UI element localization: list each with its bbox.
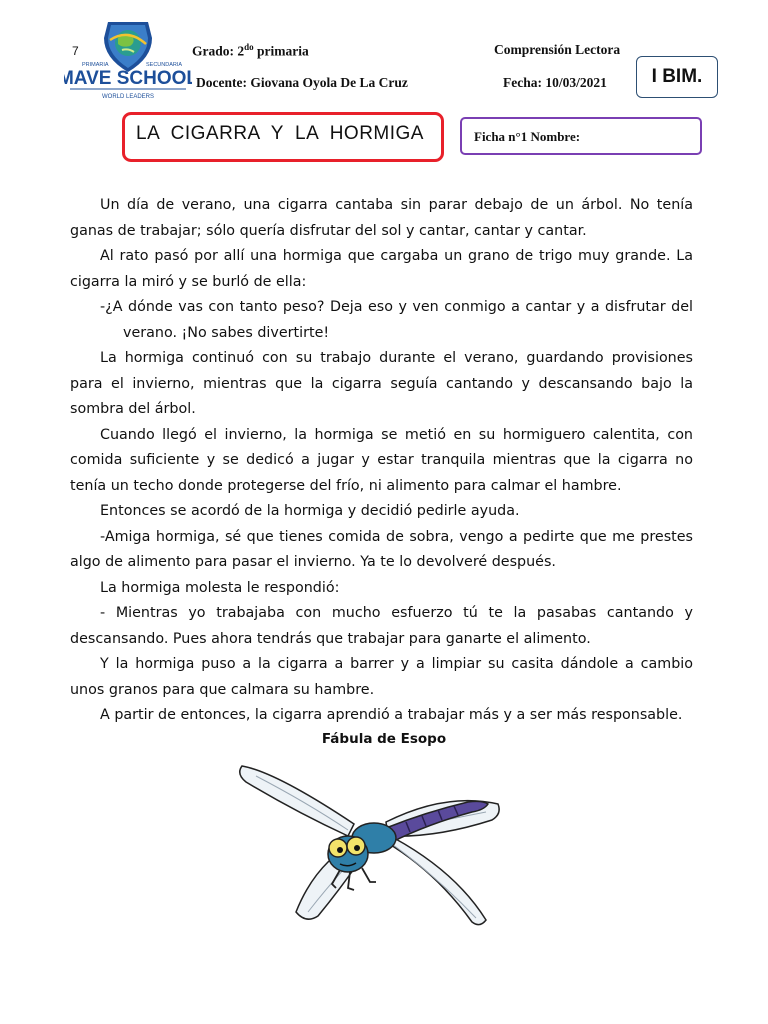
paragraph: Cuando llegó el invierno, la hormiga se metió en su hormiguero calentita, con comida suficiente y se dedicó a jugar y estar tranquila mientras que la cigarra no tenía un techo donde protegerse del frío, ni alimento para calmar el hambre. — [70, 426, 693, 494]
paragraph: Un día de verano, una cigarra cantaba sin parar debajo de un árbol. No tenía ganas de trabajar; sólo quería disfrutar del sol y cantar, cantar y cantar. — [70, 197, 693, 239]
name-field-label: Ficha n°1 Nombre: — [474, 129, 581, 144]
name-field-box[interactable] — [460, 117, 702, 155]
subject-label: Comprensión Lectora — [494, 42, 621, 57]
svg-text:WORLD LEADERS: WORLD LEADERS — [101, 94, 155, 100]
dragonfly-icon — [236, 752, 506, 932]
paragraph: Al rato pasó por allí una hormiga que cargaba un grano de trigo muy grande. La cigarra la miró y se burló de ella: — [70, 248, 693, 290]
page-number: 7 — [72, 44, 79, 58]
svg-text:SECUNDARIA: SECUNDARIA — [146, 62, 183, 68]
story-author: Fábula de Esopo — [321, 731, 447, 747]
paragraph: A partir de entonces, la cigarra aprendió a trabajar más y a ser más responsable. — [100, 707, 683, 723]
bimester-badge: I BIM. — [636, 56, 718, 98]
date-label: Fecha: 10/03/2021 — [503, 75, 607, 90]
grade-label: Grado: $2^{do}$ primaria — [192, 42, 309, 59]
paragraph: La hormiga continuó con su trabajo durante el verano, guardando provisiones para el invierno, mientras que la cigarra seguía cantando y descansando bajo la sombra del árbol. — [70, 350, 693, 417]
dialogue-paragraph: - Mientras yo trabajaba con mucho esfuerzo tú te la pasabas cantando y descansando. Pues ahora tendrás que trabajar para ganarte el alimento. — [70, 605, 693, 647]
paragraph: Entonces se acordó de la hormiga y decidió pedirle ayuda. — [100, 503, 520, 519]
story-title: LA CIGARRA Y LA HORMIGA — [136, 123, 424, 144]
paragraph: Y la hormiga puso a la cigarra a barrer y a limpiar su casita dándole a cambio unos granos para que calmara su hambre. — [70, 656, 693, 698]
svg-text:MAVE SCHOOL: MAVE SCHOOL — [64, 68, 192, 89]
paragraph: La hormiga molesta le respondió: — [100, 579, 340, 596]
title-box — [122, 112, 444, 162]
teacher-label: Docente: Giovana Oyola De La Cruz — [196, 75, 408, 90]
story-body — [70, 193, 693, 729]
dialogue-paragraph: -¿A dónde vas con tanto peso? Deja eso y ven conmigo a cantar y a disfrutar del verano. ¡No sabes divertirte! — [100, 299, 693, 341]
school-logo — [64, 18, 192, 104]
dragonfly-illustration — [236, 752, 506, 932]
mave-school-logo-icon — [64, 18, 192, 104]
svg-text:PRIMARIA: PRIMARIA — [82, 62, 109, 68]
dialogue-paragraph: -Amiga hormiga, sé que tienes comida de sobra, vengo a pedirte que me prestes algo de alimento para pasar el invierno. Ya te lo devolveré después. — [70, 528, 693, 570]
